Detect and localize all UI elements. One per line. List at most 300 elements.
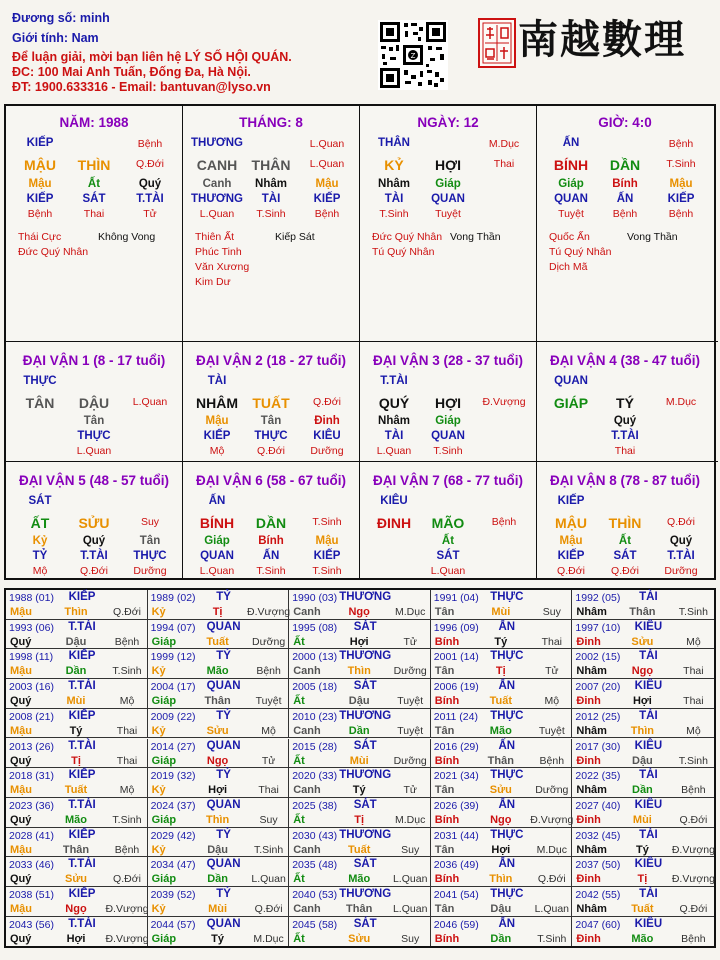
year-stem: Tân [434,724,455,737]
qr-code-icon[interactable] [378,20,448,90]
year-cell[interactable] [148,768,290,798]
luck-period-star: THỰC [23,375,57,387]
year-stem: Ất [293,695,305,708]
year-label: 2015 (28) [292,740,338,753]
year-label: 2044 (57) [150,918,196,931]
year-cell[interactable] [431,739,573,769]
year-star: SÁT [353,798,377,811]
year-cell[interactable] [6,620,148,650]
year-branch: Hợi [349,635,369,648]
spirit-star: Phúc Tinh [195,246,242,258]
year-cell[interactable] [6,709,148,739]
pillar-title: GIỜ: 4:0 [598,115,652,130]
hidden-star: KIẾP [203,430,231,442]
year-cell[interactable] [572,620,714,650]
year-cell[interactable] [289,768,431,798]
year-branch: Sửu [348,932,371,945]
year-branch: Tuất [347,843,371,856]
year-stem: Nhâm [576,665,607,678]
year-branch: Dậu [207,843,228,856]
year-label: 2007 (20) [575,681,621,694]
hidden-stem: Mậu [28,178,52,190]
luck-period-cell[interactable] [360,342,537,462]
pillar-relation: Thai [493,158,515,170]
year-star: TỶ [216,709,231,722]
year-stem: Mậu [10,606,32,618]
hidden-stem: Giáp [204,535,230,547]
year-star: SÁT [353,620,377,633]
year-star: KIÊU [634,680,663,693]
year-stage: Bệnh [114,635,140,648]
year-stage: M.Dục [536,843,567,856]
year-stem: Nhâm [576,606,607,618]
year-stage: Đ.Vượng [530,813,574,826]
year-star: QUAN [206,917,241,930]
year-cell[interactable] [148,679,290,709]
year-stem: Bính [434,873,460,886]
year-cell[interactable] [148,649,290,679]
year-label: 2047 (60) [575,918,621,931]
spirit-star: Vong Thần [450,231,501,243]
year-stage: Q.Đới [679,813,708,826]
earthly-branch: TUẤT [252,395,290,411]
year-cell[interactable] [431,709,573,739]
hidden-stage: Q.Đới [257,445,285,457]
hidden-star: KIẾP [313,550,341,562]
hidden-stem: Mậu [205,415,229,427]
year-stem: Đinh [576,932,601,945]
year-label: 2013 (26) [9,740,54,753]
year-label: 2020 (33) [292,770,338,783]
year-star: T.TÀI [68,917,96,930]
hidden-stage: T.Sinh [312,565,342,577]
year-label: 1988 (01) [9,592,54,604]
year-stem: Kỷ [151,665,166,678]
year-star: SÁT [353,680,377,693]
main-star-stage: L.Quan [309,138,345,150]
year-cell[interactable] [148,739,290,769]
year-star: QUAN [206,739,241,752]
year-cell[interactable] [572,917,714,947]
year-stage: Bệnh [256,665,281,678]
year-label: 2035 (48) [292,859,338,872]
year-stem: Đinh [576,695,601,708]
luck-period-cell[interactable] [183,342,360,462]
hidden-stage: Tuyệt [435,208,461,220]
year-stage: L.Quan [534,903,570,915]
main-star-stage: Bệnh [137,138,163,150]
year-branch: Dần [65,665,87,678]
year-label: 2019 (32) [150,770,196,783]
year-star: THỰC [490,888,524,900]
year-cell[interactable] [6,887,148,917]
year-branch: Hợi [66,932,86,945]
year-stage: T.Sinh [678,754,708,767]
year-star: QUAN [206,620,241,633]
year-cell[interactable] [289,679,431,709]
year-label: 2046 (59) [433,918,479,931]
yearly-luck-table [4,588,716,948]
year-cell[interactable] [431,887,573,917]
year-star: TỶ [216,888,231,900]
luck-period-cell[interactable] [183,462,360,578]
year-stem: Quý [10,932,32,945]
hidden-stage: L.Quan [199,208,235,220]
year-stem: Quý [10,635,32,648]
year-label: 2026 (39) [433,799,479,812]
year-label: 2016 (29) [433,740,479,753]
year-star: TỶ [216,769,231,782]
year-stem: Kỷ [151,724,166,737]
hidden-star: TỶ [32,550,48,562]
year-stage: Q.Đới [254,903,283,915]
pillar-cell [6,106,183,342]
spirit-star: Tú Quý Nhân [372,246,435,258]
year-stage: Thai [683,695,704,708]
year-stage: M.Dục [253,932,284,945]
year-label: 2043 (56) [9,918,54,931]
luck-period-star: KIÊU [380,495,408,507]
year-label: 2006 (19) [433,681,479,694]
phone-email[interactable]: ĐT: 1900.633316 - Email: bantuvan@lyso.vn [12,80,271,94]
year-stage: Mộ [686,635,701,648]
year-stage: Suy [542,606,561,618]
luck-period-cell[interactable] [537,342,718,462]
hidden-stage: Tuyệt [558,208,584,220]
hidden-stage: Bệnh [314,208,340,220]
year-star: QUAN [206,798,241,811]
year-stem: Canh [293,606,321,618]
year-stem: Kỷ [151,903,166,915]
year-cell[interactable] [572,768,714,798]
year-stage: Bệnh [681,784,706,797]
year-label: 2037 (50) [575,859,621,872]
hidden-stage: Bệnh [27,208,53,220]
year-branch: Tuất [489,695,512,708]
hidden-stage: T.Sinh [256,208,286,220]
hidden-stage: Dưỡng [664,565,698,577]
year-label: 2027 (40) [575,799,621,812]
spirit-star: Tú Quý Nhân [549,246,612,258]
earthly-branch: DẦN [255,515,287,531]
year-branch: Mão [206,665,229,678]
year-cell[interactable] [6,649,148,679]
main-star: ẤN [562,137,580,149]
year-star: KIẾP [68,591,96,603]
year-cell[interactable] [6,739,148,769]
luck-period-title: ĐẠI VẬN 8 (78 - 87 tuổi) [549,473,701,488]
year-cell[interactable] [572,590,714,620]
year-label: 1998 (11) [9,651,54,664]
year-star: THƯƠNG [339,650,392,663]
year-cell[interactable] [148,590,290,620]
red-seal-stamp [478,18,516,68]
year-cell[interactable] [148,887,290,917]
luck-period-cell[interactable] [6,462,183,578]
year-cell[interactable] [148,620,290,650]
year-star: TỶ [216,828,231,841]
year-cell[interactable] [289,857,431,887]
year-branch: Mão [489,724,512,737]
main-star-stage: Bệnh [668,138,694,150]
hidden-star: T.TÀI [80,550,108,562]
year-star: ẤN [498,798,516,811]
brand-logo: 南越數理 [518,16,686,63]
year-stage: T.Sinh [537,932,567,945]
year-branch: Dần [207,873,228,886]
year-star: KIÊU [634,620,663,633]
year-label: 2036 (49) [433,859,479,872]
year-stem: Kỷ [151,843,166,856]
year-cell[interactable] [289,887,431,917]
year-stem: Quý [10,754,32,767]
year-stage: Suy [401,843,420,856]
year-cell[interactable] [289,917,431,947]
year-branch: Sửu [489,784,512,797]
hidden-stem: Ất [441,535,455,547]
year-stem: Đinh [576,635,601,648]
year-stage: M.Dục [395,813,426,826]
year-branch: Tý [352,784,366,797]
year-star: KIÊU [634,739,663,752]
hidden-star: THỰC [254,430,288,442]
hidden-stem: Nhâm [378,178,410,190]
year-cell[interactable] [431,917,573,947]
year-branch: Tý [494,635,508,648]
year-stage: Tử [261,754,276,767]
year-label: 1991 (04) [433,592,479,604]
year-stem: Ất [293,635,305,648]
year-stem: Giáp [151,873,177,886]
year-stage: Mộ [686,724,701,737]
hidden-stage: Tử [143,208,157,220]
year-branch: Dậu [348,695,370,708]
year-label: 2025 (38) [292,799,338,812]
owner-name: Đương số: minh [12,11,110,25]
luck-period-title: ĐẠI VẬN 1 (8 - 17 tuổi) [22,353,166,368]
pillar-title: NGÀY: 12 [417,115,479,130]
year-label: 2012 (25) [575,710,621,723]
year-cell[interactable] [289,798,431,828]
luck-period-title: ĐẠI VẬN 3 (28 - 37 tuổi) [372,353,524,368]
year-branch: Mão [65,813,87,826]
year-cell[interactable] [572,709,714,739]
year-branch: Ngọ [65,903,87,915]
year-branch: Tị [495,665,506,678]
main-star: THƯƠNG [191,137,243,149]
year-cell[interactable] [6,798,148,828]
year-cell[interactable] [6,828,148,858]
spirit-star: Quốc Ấn [549,231,590,243]
year-stage: Dưỡng [393,665,427,678]
year-branch: Tuất [64,784,88,797]
year-star: ẤN [498,858,516,871]
hidden-stem: Quý [613,415,637,427]
year-cell[interactable] [148,917,290,947]
year-branch: Thìn [630,724,654,737]
year-stage: L.Quan [392,873,428,886]
year-label: 2014 (27) [150,740,196,753]
year-stage: T.Sinh [112,813,142,826]
hidden-stem: Mậu [559,535,583,547]
year-star: KIẾP [68,709,96,722]
year-branch: Hợi [632,695,652,708]
year-cell[interactable] [6,590,148,620]
year-branch: Tị [637,873,648,886]
year-star: THƯƠNG [339,709,392,722]
year-stem: Ất [293,813,305,826]
year-cell[interactable] [572,798,714,828]
earthly-branch: TÝ [616,395,634,411]
year-label: 2042 (55) [575,889,621,901]
year-cell[interactable] [572,887,714,917]
hidden-star: SÁT [82,193,106,205]
year-star: THƯƠNG [339,591,392,603]
year-branch: Ngọ [206,754,229,767]
pillar-cell [537,106,718,342]
year-stage: Bệnh [681,932,706,945]
hidden-stem: Bính [612,178,638,190]
hidden-star: TÀI [261,193,281,205]
year-branch: Mùi [491,606,511,618]
hidden-star: QUAN [200,550,234,562]
year-cell[interactable] [6,857,148,887]
year-cell[interactable] [572,828,714,858]
year-stage: Đ.Vượng [105,903,149,915]
year-stage: Q.Đới [537,873,566,886]
year-star: TÀI [639,769,658,782]
year-stem: Canh [293,665,321,678]
year-cell[interactable] [572,857,714,887]
year-cell[interactable] [572,649,714,679]
year-stage: Thai [683,665,704,678]
year-label: 2040 (53) [292,889,338,901]
year-cell[interactable] [572,739,714,769]
year-cell[interactable] [148,709,290,739]
year-stage: M.Dục [395,606,426,618]
year-stem: Ất [293,932,305,945]
luck-period-title: ĐẠI VẬN 6 (58 - 67 tuổi) [195,473,347,488]
year-label: 2021 (34) [433,770,479,783]
hidden-stem: Mậu [669,178,693,190]
hidden-stem: Nhâm [255,178,287,190]
year-label: 2010 (23) [292,710,338,723]
year-branch: Tý [69,724,83,737]
year-cell[interactable] [289,649,431,679]
year-stage: Thai [116,724,138,737]
year-stem: Tân [434,606,455,618]
year-star: KIẾP [68,650,96,663]
year-stage: Mộ [119,784,135,797]
year-label: 1997 (10) [575,621,621,634]
year-stage: Bệnh [539,754,565,767]
luck-period-star: TÀI [207,375,227,387]
spirit-star: Đức Quý Nhân [18,246,89,258]
year-star: T.TÀI [68,620,96,633]
year-branch: Thìn [347,665,371,678]
year-label: 2028 (41) [9,829,54,842]
pillar-relation: Q.Đới [136,158,164,170]
year-cell[interactable] [431,798,573,828]
year-cell[interactable] [289,590,431,620]
year-stem: Canh [293,843,321,856]
hidden-star: KIẾP [667,193,695,205]
year-stage: Tử [545,665,559,678]
year-cell[interactable] [148,857,290,887]
luck-period-cell[interactable] [360,462,537,578]
year-stem: Kỷ [151,606,166,618]
year-branch: Thìn [205,813,230,826]
year-cell[interactable] [289,620,431,650]
year-label: 1992 (05) [575,592,621,604]
year-cell[interactable] [431,649,573,679]
year-cell[interactable] [289,709,431,739]
heavenly-stem: QUÝ [378,395,410,411]
year-stem: Mậu [10,903,32,915]
year-stage: Bệnh [114,843,140,856]
year-branch: Tị [212,606,223,618]
year-label: 2038 (51) [9,889,54,901]
year-cell[interactable] [148,828,290,858]
year-stem: Canh [293,903,321,915]
year-stem: Đinh [576,873,601,886]
hidden-star: SÁT [436,550,460,562]
year-cell[interactable] [431,590,573,620]
luck-period-cell[interactable] [537,462,718,578]
year-label: 2029 (42) [150,829,196,842]
year-cell[interactable] [431,679,573,709]
year-cell[interactable] [431,857,573,887]
year-label: 2022 (35) [575,770,621,783]
luck-period-cell[interactable] [6,342,183,462]
year-stem: Canh [293,784,321,797]
year-branch: Thìn [489,873,513,886]
year-cell[interactable] [289,828,431,858]
hidden-stage: Bệnh [612,208,638,220]
year-branch: Thân [346,903,373,915]
spirit-star: Kiếp Sát [275,231,315,243]
year-cell[interactable] [431,620,573,650]
luck-period-relation: M.Dục [665,396,697,408]
year-branch: Thân [629,606,656,618]
year-star: ẤN [498,680,516,693]
hidden-stem: Ất [87,178,101,190]
year-cell[interactable] [6,679,148,709]
year-branch: Mùi [632,813,652,826]
year-cell[interactable] [572,679,714,709]
year-branch: Sửu [64,873,88,886]
year-cell[interactable] [289,739,431,769]
spirit-star: Văn Xương [195,261,250,273]
year-stem: Giáp [151,932,177,945]
year-cell[interactable] [431,828,573,858]
year-cell[interactable] [6,917,148,947]
year-stem: Tân [434,784,455,797]
year-cell[interactable] [148,798,290,828]
year-star: SÁT [353,739,377,752]
hidden-star: THỰC [77,430,111,442]
year-star: KIÊU [634,798,663,811]
year-cell[interactable] [6,768,148,798]
header [0,0,720,100]
year-label: 2003 (16) [9,681,54,694]
year-star: KIẾP [68,888,96,900]
hidden-star: QUAN [431,430,465,442]
year-cell[interactable] [431,768,573,798]
pillars-grid [4,104,716,580]
hidden-star: TÀI [384,430,404,442]
year-stem: Quý [10,695,32,708]
